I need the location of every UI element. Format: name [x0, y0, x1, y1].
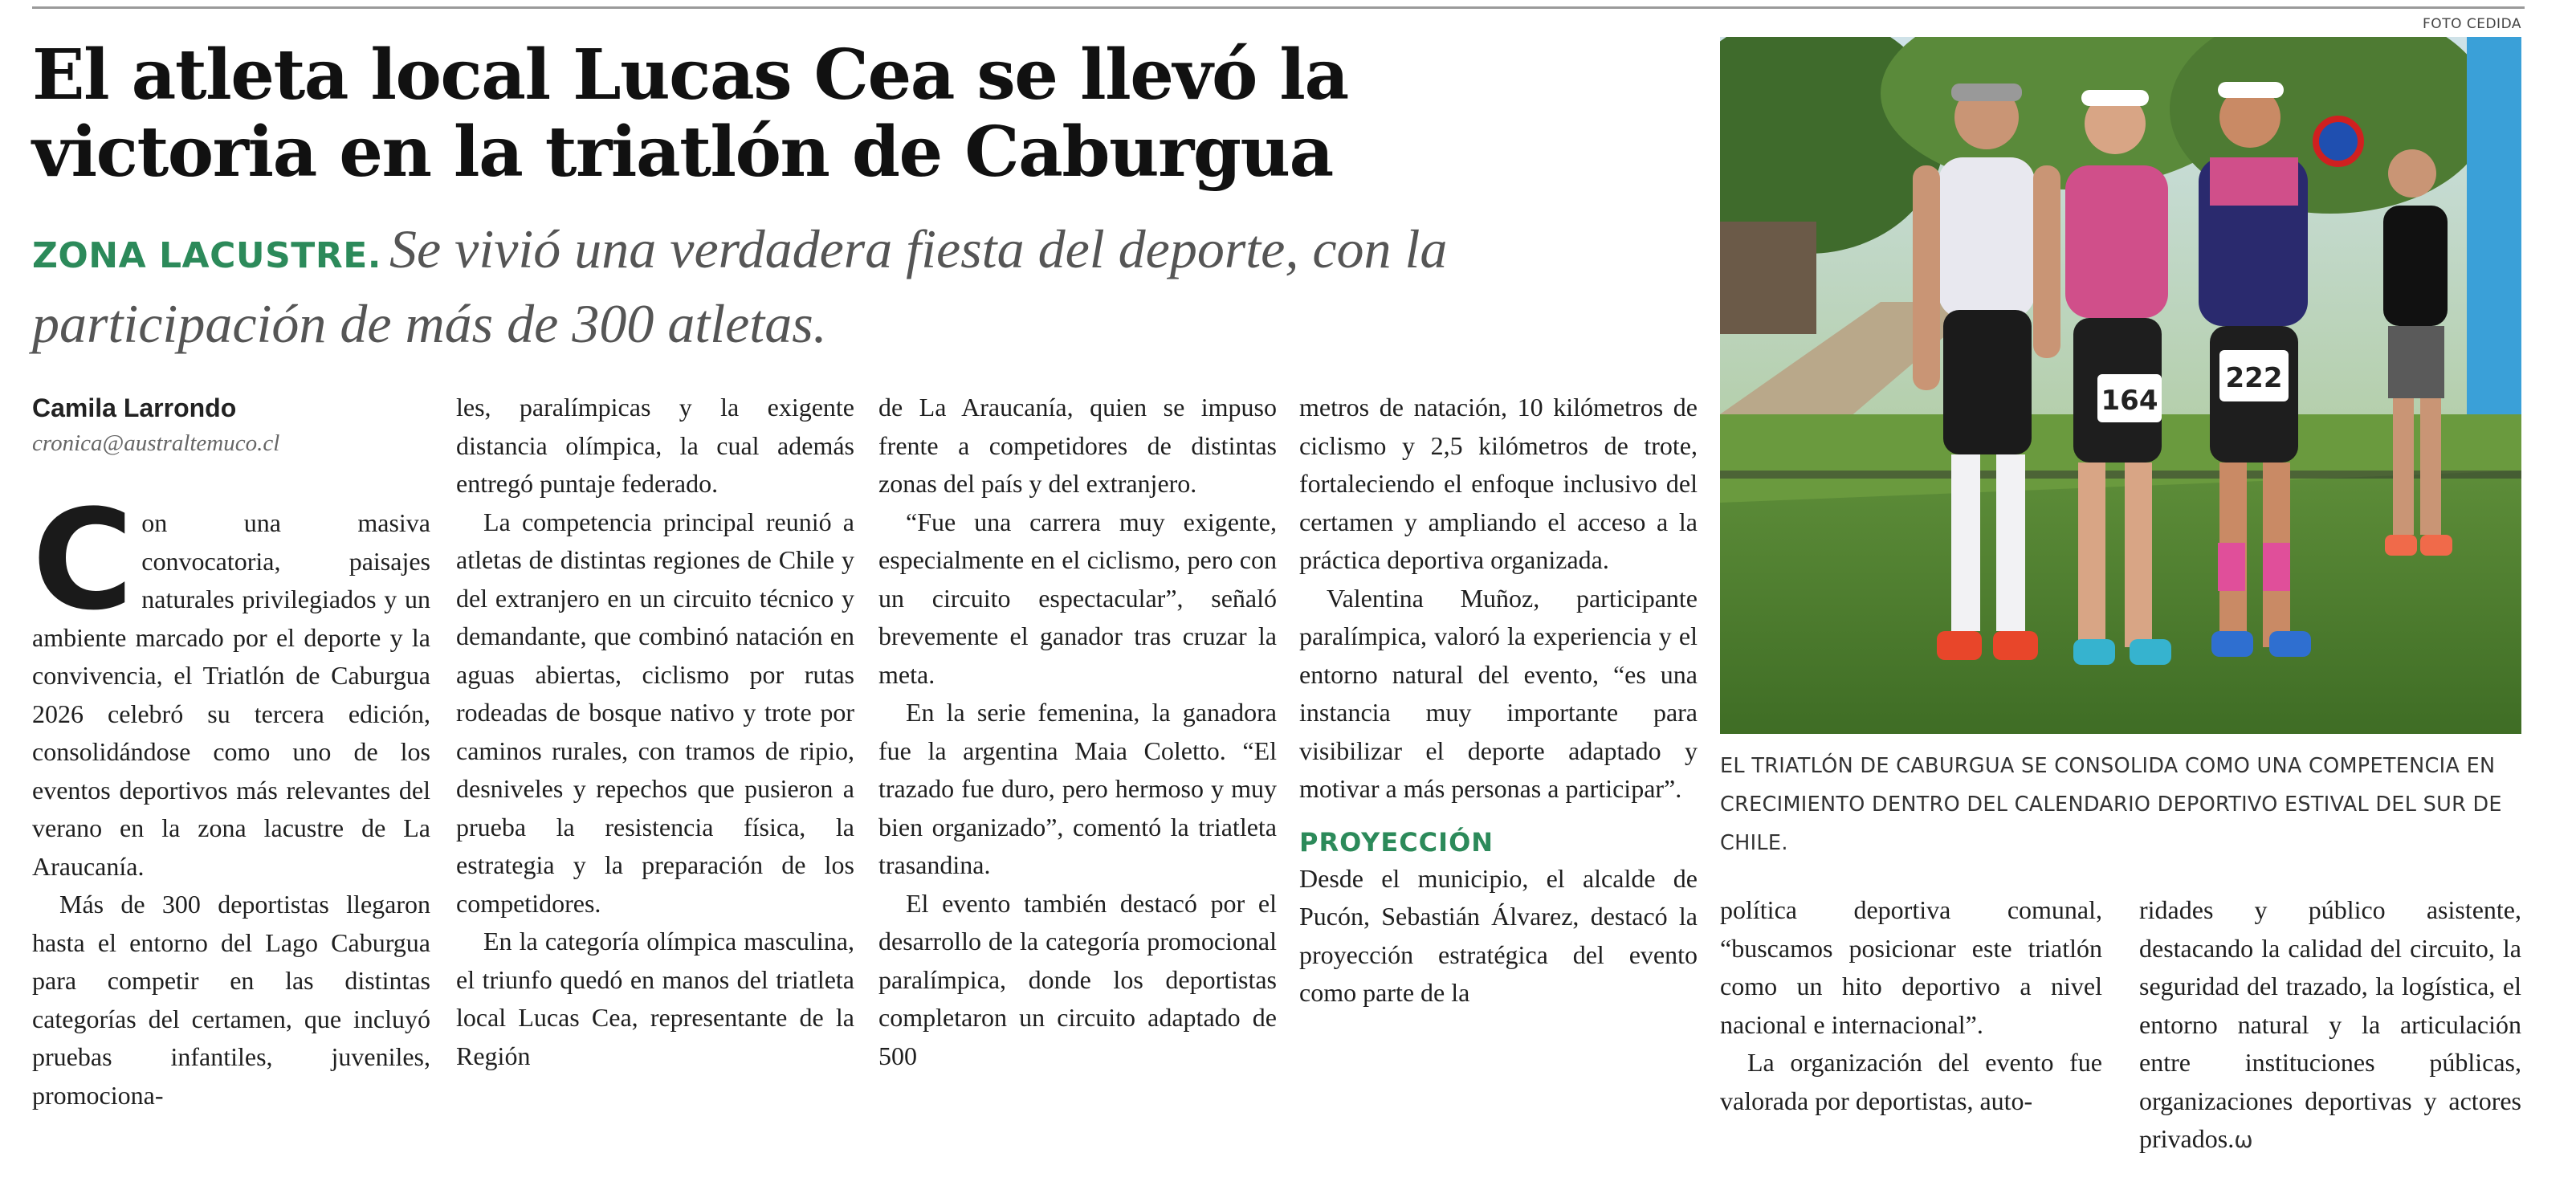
article-column-5 [1720, 891, 2102, 1120]
kicker: ZONA LACUSTRE. [32, 235, 381, 276]
bib-number-1: 164 [2101, 385, 2158, 417]
paragraph: La competencia principal reunió a atletas de distintas regiones de Chile y del extranjero en un circuito técnico y demandante, que combinó natación en aguas abiertas, ciclismo por rutas rodeadas de bosque nativo y trote por caminos rurales, con tramos de ripio, desniveles y repechos que pusieron a prueba la resistencia física, la estrategia y la preparación de los competidores. [456, 507, 854, 918]
paragraph: Más de 300 deportistas llegaron hasta el entorno del Lago Caburgua para competir en las distintas categorías del certamen, que incluyó pruebas infantiles, juveniles, promociona- [32, 890, 430, 1110]
subhead-text: Se vivió una verdadera fiesta del deporte, con la participación de más de 300 atletas. [32, 218, 1448, 354]
paragraph: Desde el municipio, el alcalde de Pucón, Sebastián Álvarez, destacó la proyección estratégica del evento como parte de la [1299, 863, 1698, 1007]
byline [32, 390, 434, 461]
paragraph: Valentina Muñoz, participante paralímpica, valoró la experiencia y el entorno natural del evento, “es una instancia muy importante para visibilizar el deporte adaptado y motivar a más personas a participar”. [1299, 583, 1698, 803]
article-column-3 [878, 389, 1277, 1075]
end-mark-icon: ω [2234, 1127, 2253, 1153]
paragraph: “Fue una carrera muy exigente, especialmente en el ciclismo, pero con un circuito espectacular”, señaló brevemente el ganador tras cruzar la meta. [878, 507, 1277, 689]
paragraph: ridades y público asistente, destacando la calidad del circuito, la seguridad del trazado, la logística, el entorno natural y la articulación entre instituciones públicas, organizaciones deportivas y actores privados.ω [2139, 895, 2521, 1153]
author-email[interactable]: cronica@australtemuco.cl [32, 430, 280, 456]
paragraph: de La Araucanía, quien se impuso frente a competidores de distintas zonas del país y del extranjero. [878, 393, 1277, 498]
top-rule [32, 6, 2525, 9]
article-column-4 [1299, 389, 1698, 1013]
paragraph: La organización del evento fue valorada por deportistas, auto- [1720, 1048, 2102, 1115]
article-column-6 [2139, 891, 2521, 1159]
photo-credit: FOTO CEDIDA [2423, 16, 2521, 32]
athletes-photo [1720, 37, 2521, 734]
paragraph: Con una masiva convocatoria, paisajes naturales privilegiados y un ambiente marcado por el deporte y la convivencia, el Triatlón de Caburgua 2026 celebró su tercera edición, consolidándose como uno de los eventos deportivos más relevantes del verano en la zona lacustre de La Araucanía. [32, 479, 430, 881]
paragraph: les, paralímpicas y la exigente distancia olímpica, la cual además entregó puntaje federado. [456, 393, 854, 498]
photo-caption: EL TRIATLÓN DE CABURGUA SE CONSOLIDA COMO UNA COMPETENCIA EN CRECIMIENTO DENTRO DEL CALENDARIO DEPORTIVO ESTIVAL DEL SUR DE CHILE. [1720, 754, 2502, 855]
paragraph: En la serie femenina, la ganadora fue la argentina Maia Coletto. “El trazado fue duro, pero hermoso y muy bien organizado”, comentó la triatleta trasandina. [878, 698, 1277, 879]
paragraph: En la categoría olímpica masculina, el triunfo quedó en manos del triatleta local Lucas Cea, representante de la Región [456, 927, 854, 1070]
article-column-2 [456, 389, 854, 1075]
paragraph: política deportiva comunal, “buscamos posicionar este triatlón como un hito deportivo a nivel nacional e internacional”. [1720, 895, 2102, 1039]
article-column-1 [32, 479, 430, 1114]
author-name: Camila Larrondo [32, 393, 237, 422]
headline: El atleta local Lucas Cea se llevó la victoria en la triatlón de Caburgua [32, 35, 1348, 193]
subhead [32, 215, 1662, 357]
bib-number-2: 222 [2225, 362, 2283, 394]
paragraph: metros de natación, 10 kilómetros de ciclismo y 2,5 kilómetros de trote, fortaleciendo el enfoque inclusivo del certamen y ampliando el acceso a la práctica deportiva organizada. [1299, 393, 1698, 574]
drop-cap: C [32, 479, 134, 641]
paragraph: El evento también destacó por el desarrollo de la categoría promocional paralímpica, donde los deportistas completaron un circuito adaptado de 500 [878, 888, 1277, 1070]
section-title: PROYECCIÓN [1299, 826, 1494, 858]
